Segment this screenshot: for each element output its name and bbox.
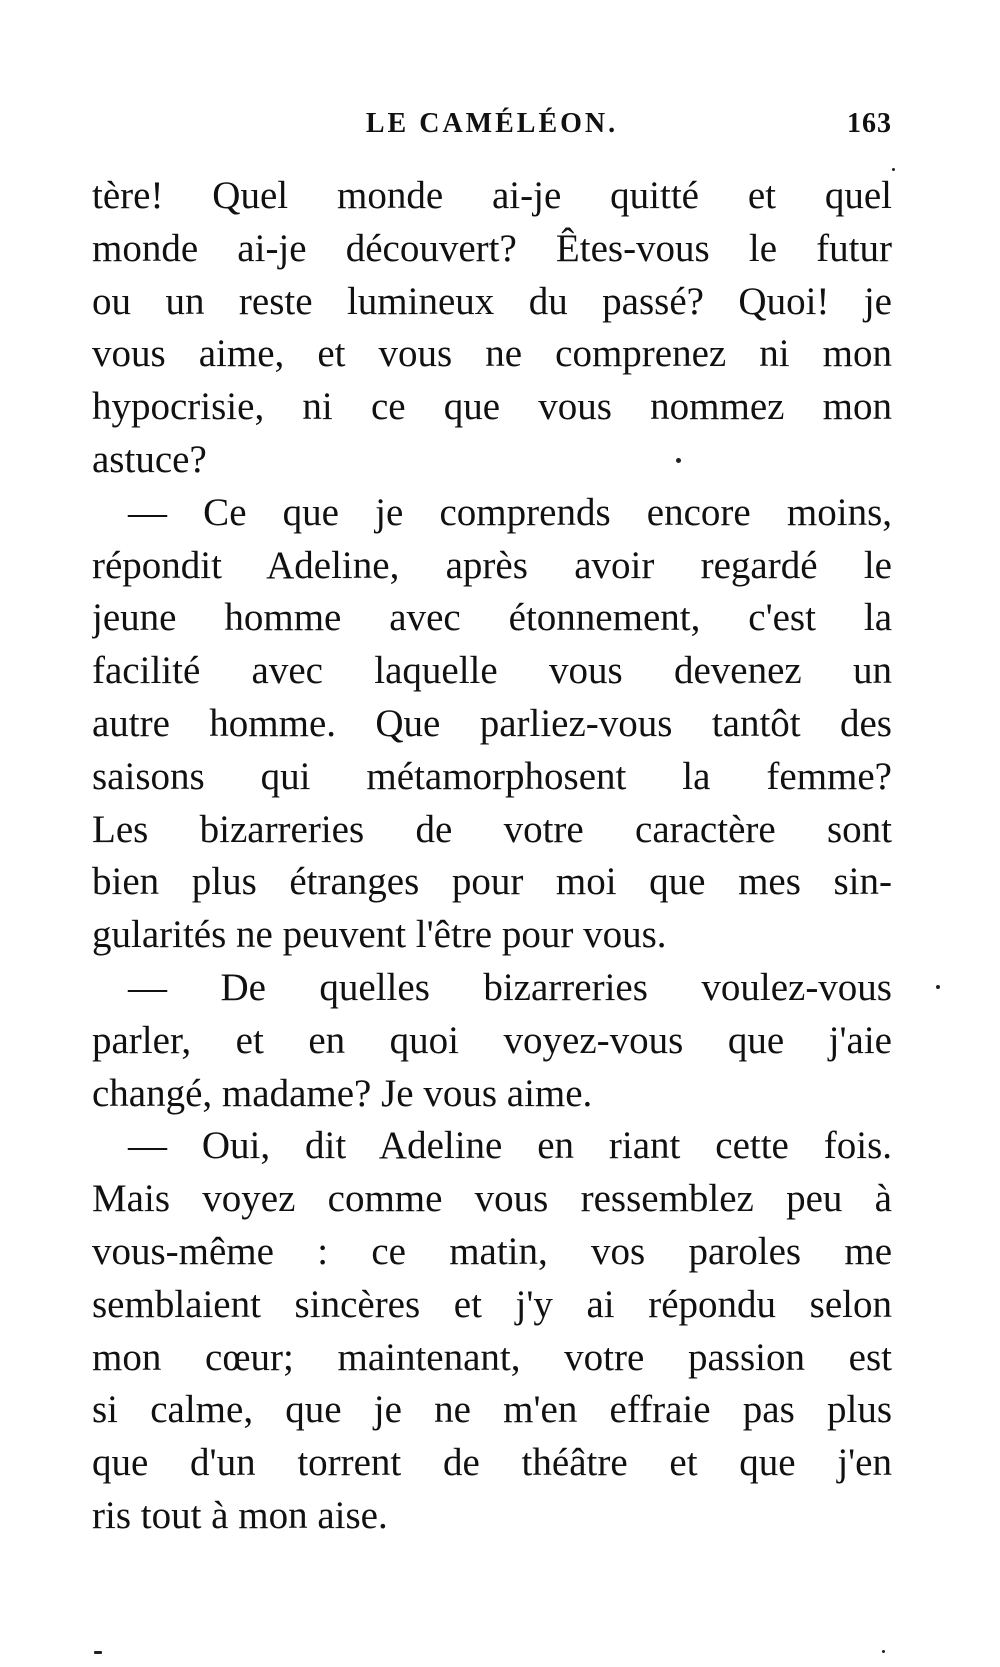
text-line: semblaient sincères et j'y ai répondu selon (92, 1282, 892, 1326)
text-line: autre homme. Que parliez-vous tantôt des (92, 701, 892, 745)
text-line: — Oui, dit Adeline en riant cette fois. (128, 1124, 892, 1168)
running-head (92, 108, 892, 148)
text-line: — Ce que je comprends encore moins, (128, 490, 892, 534)
text-line: hypocrisie, ni ce que vous nommez mon (92, 385, 892, 429)
text-line: tère! Quel monde ai-je quitté et quel (92, 174, 892, 217)
body-text (92, 170, 892, 1543)
text-line: si calme, que je ne m'en effraie pas plus (92, 1388, 892, 1432)
scan-speck (94, 1651, 102, 1654)
text-line: gularités ne peuvent l'être pour vous. (92, 913, 667, 957)
text-line: changé, madame? Je vous aime. (92, 1071, 593, 1115)
text-line: Mais voyez comme vous ressemblez peu à (92, 1177, 892, 1221)
text-line: vous-même : ce matin, vos paroles me (92, 1229, 892, 1273)
text-line: monde ai-je découvert? Êtes-vous le futur (92, 226, 892, 270)
scan-speck (892, 168, 895, 171)
text-line: que d'un torrent de théâtre et que j'en (92, 1441, 892, 1485)
running-title: LE CAMÉLÉON. (365, 108, 619, 139)
text-line: jeune homme avec étonnement, c'est la (92, 596, 892, 640)
scan-speck (676, 458, 681, 463)
scan-speck (882, 1650, 885, 1653)
text-line: ris tout à mon aise. (92, 1493, 388, 1537)
text-line: facilité avec laquelle vous devenez un (92, 649, 892, 693)
text-line: vous aime, et vous ne comprenez ni mon (92, 332, 892, 376)
text-line: — De quelles bizarreries voulez-vous (128, 965, 892, 1009)
text-line: astuce? (92, 437, 207, 481)
text-line: répondit Adeline, après avoir regardé le (92, 543, 892, 587)
text-line: ou un reste lumineux du passé? Quoi! je (92, 279, 892, 323)
text-line: bien plus étranges pour moi que mes sin- (92, 860, 892, 904)
page-number: 163 (847, 108, 892, 139)
text-line: Les bizarreries de votre caractère sont (92, 807, 892, 851)
text-line: parler, et en quoi voyez-vous que j'aie (92, 1018, 892, 1062)
text-line: saisons qui métamorphosent la femme? (92, 754, 892, 798)
scan-speck (936, 985, 940, 989)
text-line: mon cœur; maintenant, votre passion est (92, 1335, 892, 1379)
